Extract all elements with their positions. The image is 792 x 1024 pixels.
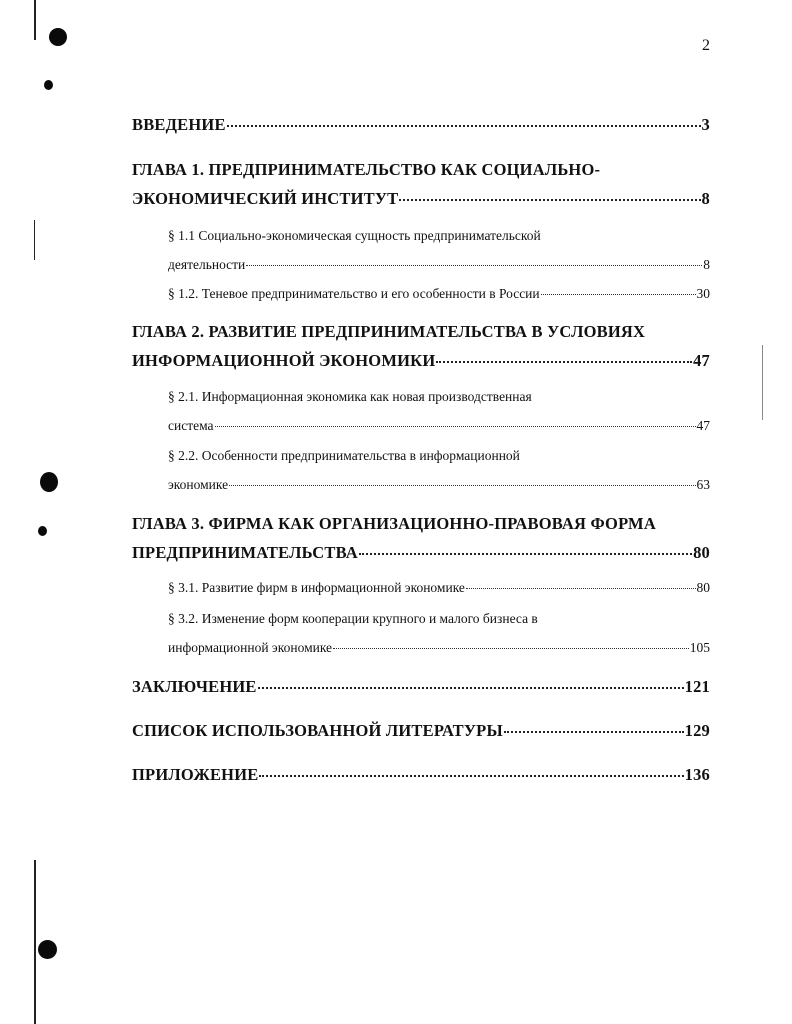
dot-leader xyxy=(227,125,701,127)
toc-title: § 3.1. Развитие фирм в информационной экономике xyxy=(168,580,465,595)
toc-title: система xyxy=(168,418,214,433)
toc-entry-appendix xyxy=(132,765,710,785)
toc-section-1-2 xyxy=(168,286,710,302)
toc-entry-conclusion xyxy=(132,677,710,697)
toc-section-2-1-line1: § 2.1. Информационная экономика как новая производственная xyxy=(168,389,532,404)
toc-entry-intro xyxy=(132,115,710,135)
toc-chapter-2 xyxy=(132,351,710,371)
toc-page: 80 xyxy=(696,580,710,595)
toc-title: ИНФОРМАЦИОННОЙ ЭКОНОМИКИ xyxy=(132,351,436,370)
toc-page: 47 xyxy=(693,351,710,370)
toc-page: 105 xyxy=(689,640,710,655)
dot-leader xyxy=(215,426,696,427)
scan-edge-line-mid xyxy=(34,220,35,260)
toc-section-3-2 xyxy=(168,640,710,656)
toc-page: 80 xyxy=(693,543,710,562)
toc-title: экономике xyxy=(168,477,229,492)
dot-leader xyxy=(259,775,683,777)
toc-page: 3 xyxy=(701,115,710,134)
dot-leader xyxy=(246,265,702,266)
toc-chapter-1-line1: ГЛАВА 1. ПРЕДПРИНИМАТЕЛЬСТВО КАК СОЦИАЛЬНО- xyxy=(132,160,601,179)
toc-page: 47 xyxy=(696,418,710,433)
toc-page: 30 xyxy=(696,286,710,301)
toc-page: 121 xyxy=(684,677,710,696)
dot-leader xyxy=(541,294,696,295)
dot-leader xyxy=(504,731,684,733)
toc-page: 136 xyxy=(684,765,710,784)
toc-title: ЭКОНОМИЧЕСКИЙ ИНСТИТУТ xyxy=(132,189,399,208)
scan-edge-line-bottom xyxy=(34,860,36,1024)
scan-edge-line-top xyxy=(34,0,36,40)
toc-page: 8 xyxy=(703,257,710,272)
dot-leader xyxy=(466,588,696,589)
dot-leader xyxy=(359,553,692,555)
dot-leader xyxy=(436,361,692,363)
toc-section-1-1 xyxy=(168,257,710,273)
toc-page: 129 xyxy=(684,721,710,740)
toc-title: СПИСОК ИСПОЛЬЗОВАННОЙ ЛИТЕРАТУРЫ xyxy=(132,721,503,740)
toc-section-3-2-line1: § 3.2. Изменение форм кооперации крупного и малого бизнеса в xyxy=(168,611,538,626)
toc-title: ЗАКЛЮЧЕНИЕ xyxy=(132,677,257,696)
dot-leader xyxy=(258,687,684,689)
toc-section-3-1 xyxy=(168,580,710,596)
toc-page: 63 xyxy=(696,477,710,492)
dot-leader xyxy=(229,485,695,486)
toc-chapter-2-line1: ГЛАВА 2. РАЗВИТИЕ ПРЕДПРИНИМАТЕЛЬСТВА В УСЛОВИЯХ xyxy=(132,322,646,341)
punch-hole-4 xyxy=(38,526,47,536)
toc-chapter-3-line1: ГЛАВА 3. ФИРМА КАК ОРГАНИЗАЦИОННО-ПРАВОВАЯ ФОРМА xyxy=(132,514,656,533)
toc-title: § 1.2. Теневое предпринимательство и его особенности в России xyxy=(168,286,540,301)
toc-entry-references xyxy=(132,721,710,741)
toc-title: информационной экономике xyxy=(168,640,333,655)
toc-section-1-1-line1: § 1.1 Социально-экономическая сущность предпринимательской xyxy=(168,228,541,243)
toc-section-2-2 xyxy=(168,477,710,493)
scan-edge-line-right xyxy=(762,345,763,420)
punch-hole-1 xyxy=(49,28,67,46)
punch-hole-2 xyxy=(44,80,53,90)
toc-section-2-2-line1: § 2.2. Особенности предпринимательства в информационной xyxy=(168,448,520,463)
dot-leader xyxy=(333,648,689,649)
punch-hole-3 xyxy=(40,472,58,492)
dot-leader xyxy=(399,199,700,201)
toc-section-2-1 xyxy=(168,418,710,434)
toc-title: деятельности xyxy=(168,257,246,272)
toc-chapter-1 xyxy=(132,189,710,209)
toc-title: ВВЕДЕНИЕ xyxy=(132,115,226,134)
toc-chapter-3 xyxy=(132,543,710,563)
toc-title: ПРИЛОЖЕНИЕ xyxy=(132,765,259,784)
punch-hole-5 xyxy=(38,940,57,959)
toc-page: 8 xyxy=(701,189,710,208)
page-number: 2 xyxy=(702,37,710,54)
toc-title: ПРЕДПРИНИМАТЕЛЬСТВА xyxy=(132,543,358,562)
